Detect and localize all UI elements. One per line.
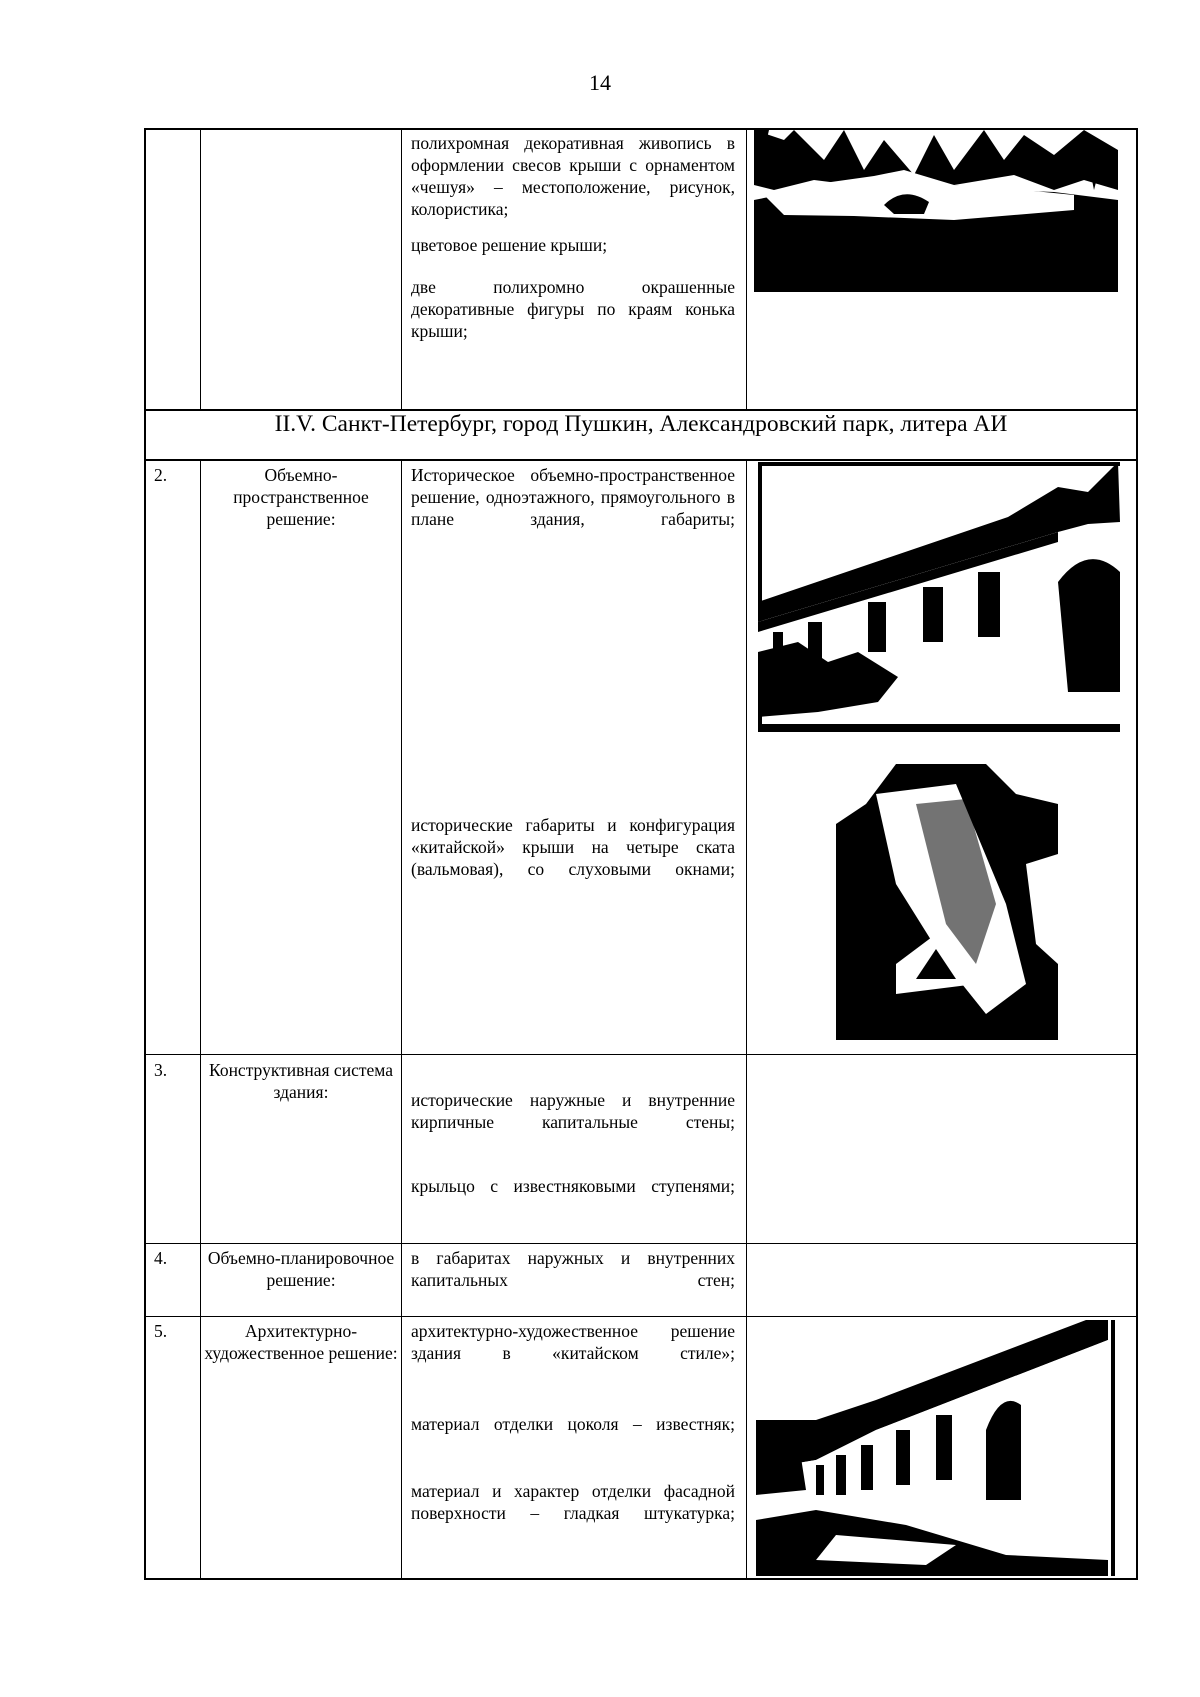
description-paragraph: крыльцо с известняковыми ступенями; [411, 1176, 735, 1196]
description-paragraph: две полихромно окрашенные декоративные фигуры по краям конька крыши; [411, 277, 735, 341]
row-element-name: Объемно-планировочное решение: [207, 1248, 395, 1290]
row-element-name: Архитектурно-художественное решение: [204, 1321, 398, 1363]
section-title: II.V. Санкт-Петербург, город Пушкин, Александровский парк, литера АИ [274, 411, 1008, 437]
description-paragraph: материал и характер отделки фасадной поверхности – гладкая штукатурка; [411, 1481, 735, 1523]
row-number: 5. [154, 1321, 168, 1341]
prev-row-description [411, 132, 735, 362]
row-number: 4. [154, 1248, 168, 1268]
description-paragraph: Историческое объемно-пространственное решение, одноэтажного, прямоугольного в плане здания, габариты; [411, 465, 735, 529]
description-paragraph: исторические наружные и внутренние кирпичные капитальные стены; [411, 1090, 735, 1132]
row-element-name: Конструктивная система здания: [209, 1060, 393, 1102]
building-facade-photo [758, 462, 1120, 732]
row-element-name: Объемно-пространственное решение: [233, 465, 369, 529]
building-side-photo [756, 1320, 1118, 1576]
aerial-roof-photo [836, 764, 1058, 1040]
description-paragraph: в габаритах наружных и внутренних капитальных стен; [411, 1248, 735, 1290]
row-number: 3. [154, 1060, 168, 1080]
description-paragraph: цветовое решение крыши; [411, 235, 608, 255]
description-paragraph: полихромная декоративная живопись в оформлении свесов крыши с орнаментом «чешуя» – местоположение, рисунок, колористика; [411, 133, 735, 219]
description-paragraph: архитектурно-художественное решение здания в «китайском стиле»; [411, 1321, 735, 1363]
page-number: 14 [589, 70, 611, 95]
row-number: 2. [154, 465, 168, 485]
description-paragraph: материал отделки цоколя – известняк; [411, 1414, 735, 1434]
description-paragraph: исторические габариты и конфигурация «китайской» крыши на четыре ската (вальмовая), со слуховыми окнами; [411, 815, 735, 879]
roof-eaves-photo [754, 130, 1118, 292]
